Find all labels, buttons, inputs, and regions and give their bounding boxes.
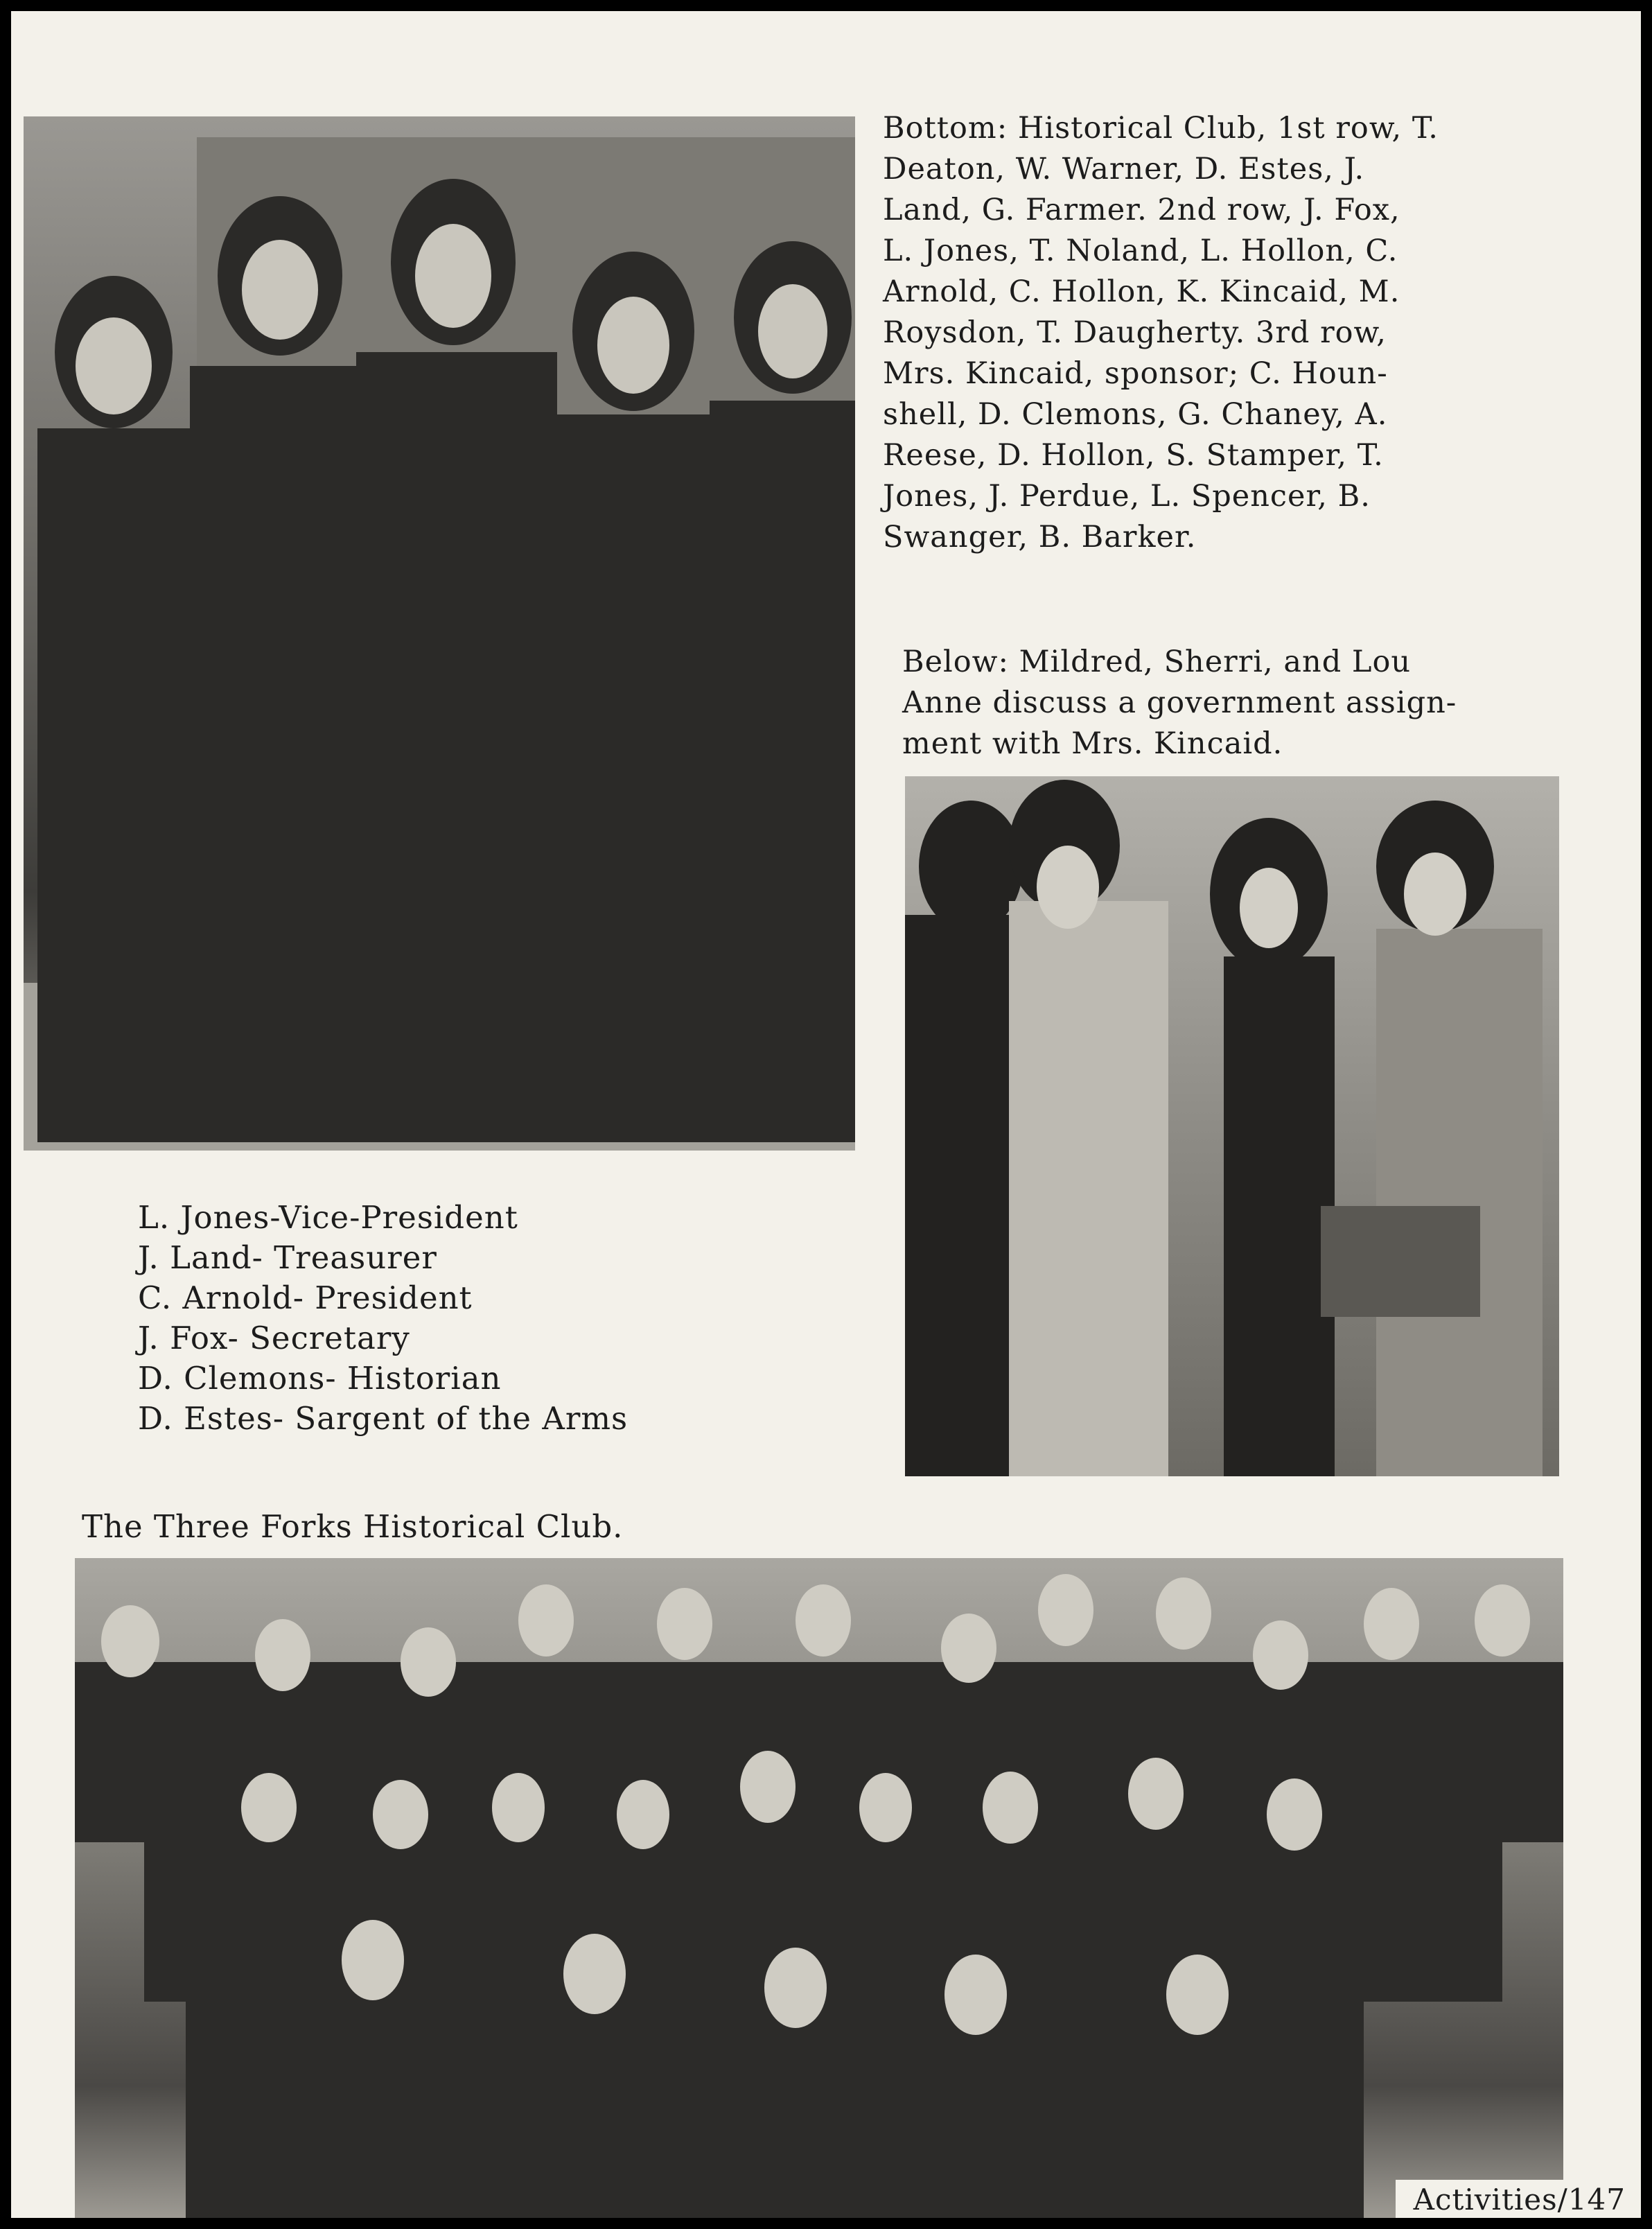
caption-line: Land, G. Farmer. 2nd row, J. Fox,: [883, 193, 1400, 227]
caption-line: Deaton, W. Warner, D. Estes, J.: [883, 152, 1365, 186]
caption-line: Reese, D. Hollon, S. Stamper, T.: [883, 438, 1384, 473]
caption-line: Roysdon, T. Daugherty. 3rd row,: [883, 315, 1387, 350]
page-folio: Activities/147: [1396, 2180, 1641, 2218]
caption-line: Bottom: Historical Club, 1st row, T.: [883, 111, 1439, 146]
caption-line: Below: Mildred, Sherri, and Lou: [902, 645, 1412, 679]
caption-line: Anne discuss a government assign-: [902, 685, 1457, 720]
officer-entry: J. Land- Treasurer: [138, 1239, 437, 1276]
officer-entry: D. Clemons- Historian: [138, 1360, 502, 1397]
officer-entry: L. Jones-Vice-President: [138, 1199, 518, 1236]
top-caption: [883, 108, 1439, 558]
caption-line: Jones, J. Perdue, L. Spencer, B.: [883, 479, 1371, 514]
caption-line: Swanger, B. Barker.: [883, 520, 1197, 554]
discussion-photo: [905, 776, 1559, 1476]
officer-entry: C. Arnold- President: [138, 1279, 473, 1316]
below-caption: [902, 642, 1457, 764]
yearbook-page: [11, 11, 1641, 2218]
caption-line: Arnold, C. Hollon, K. Kincaid, M.: [883, 274, 1400, 309]
group-photo: [75, 1558, 1563, 2218]
club-title: The Three Forks Historical Club.: [82, 1508, 624, 1545]
officers-list: [138, 1198, 628, 1439]
officer-entry: J. Fox- Secretary: [138, 1320, 410, 1356]
caption-line: Mrs. Kincaid, sponsor; C. Houn-: [883, 356, 1388, 391]
officers-photo: [24, 116, 855, 1151]
officer-entry: D. Estes- Sargent of the Arms: [138, 1400, 629, 1437]
caption-line: shell, D. Clemons, G. Chaney, A.: [883, 397, 1388, 432]
caption-line: L. Jones, T. Noland, L. Hollon, C.: [883, 234, 1398, 268]
caption-line: ment with Mrs. Kincaid.: [902, 726, 1283, 761]
